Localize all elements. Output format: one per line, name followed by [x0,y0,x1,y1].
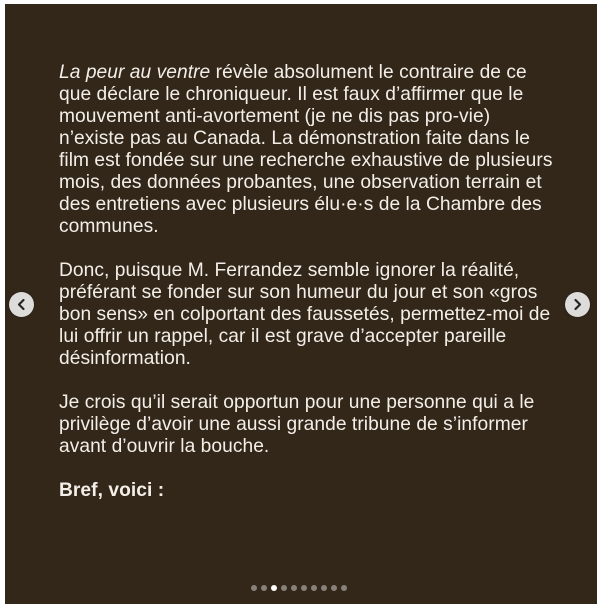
film-title: La peur au ventre [59,62,211,83]
paragraph-1 [59,62,559,238]
paragraph-4: Bref, voici : [59,480,165,501]
slide-text [59,62,559,524]
next-slide-button[interactable] [565,292,590,317]
pagination-dot [311,585,317,591]
paragraph-1-text: révèle absolument le contraire de ce que déclare le chroniqueur. Il est faux d’affirmer que le mouvement anti-avortement (je ne dis pas pro-vie) n’existe pas au Canada. La démonstration faite dans le film est fondée sur une recherche exhaustive de plusieurs mois, des données probantes, une observation terrain et des entretiens avec plusieurs élu·e·s de la Chambre des communes. [59,62,553,237]
chevron-right-icon [565,292,590,317]
pagination-dot [281,585,287,591]
previous-slide-button[interactable] [9,292,34,317]
pagination-dot [251,585,257,591]
pagination-dot [341,585,347,591]
paragraph-3: Je crois qu’il serait opportun pour une personne qui a le privilège d’avoir une aussi grande tribune de s’informer avant d’ouvrir la bouche. [59,392,535,457]
pagination-dot-active [271,585,277,591]
paragraph-2: Donc, puisque M. Ferrandez semble ignorer la réalité, préférant se fonder sur son humeur du jour et son «gros bon sens» en colportant des faussetés, permettez-moi de lui offrir un rappel, car il est grave d’accepter pareille désinformation. [59,260,551,369]
pagination-dot [331,585,337,591]
carousel-slide[interactable] [5,4,597,604]
pagination-dot [261,585,267,591]
pagination-dot [291,585,297,591]
pagination-dot [321,585,327,591]
chevron-left-icon [9,292,34,317]
pagination-dot [301,585,307,591]
